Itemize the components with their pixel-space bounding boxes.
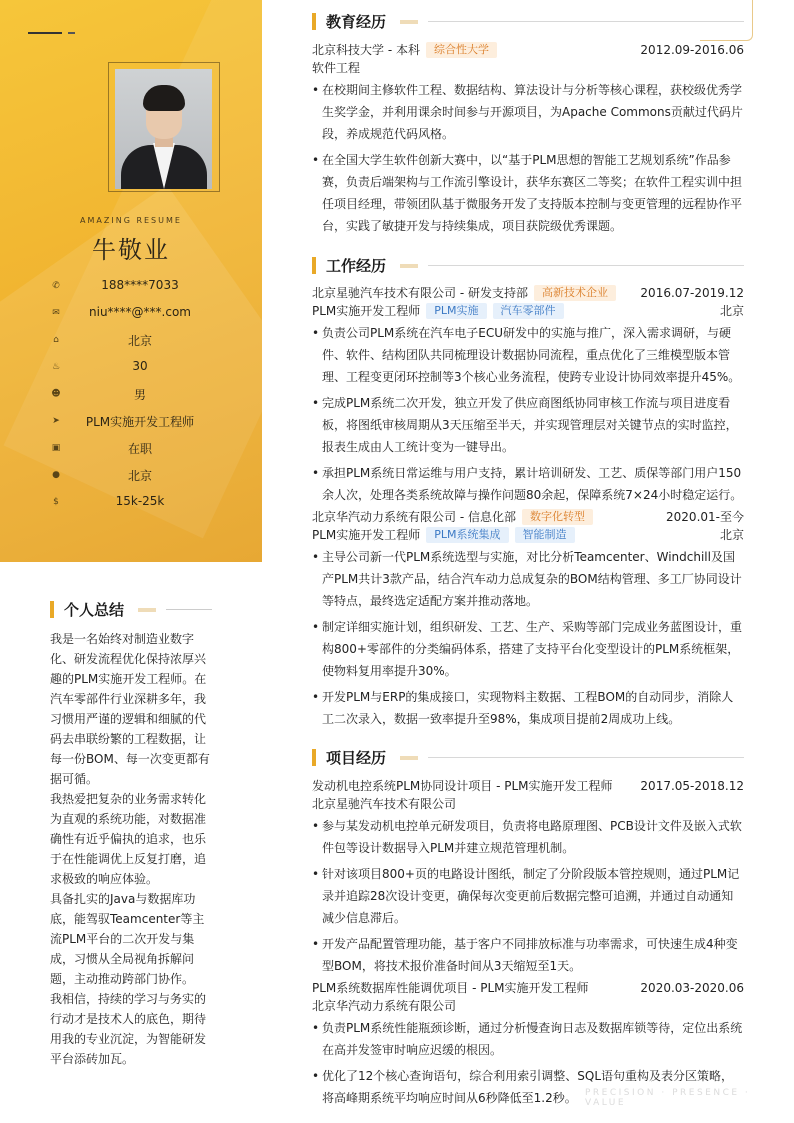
contact-row (0, 278, 262, 305)
skill-tag: PLM实施 (426, 303, 486, 319)
projects-heading (312, 748, 744, 768)
bullet-item: • 开发PLM与ERP的集成接口，实现物料主数据、工程BOM的自动同步，消除人工二次录入，数据一致率提升至98%，集成项目提前2周成功上线。 (312, 686, 744, 730)
bullet-item: • 针对该项目800+页的电路设计图纸，制定了分阶段版本管控规则，通过PLM记录并追踪28次设计变更，确保每次变更前后数据完整可追溯，并通过自动通知减少信息滞后。 (312, 863, 744, 929)
education-entry (312, 41, 744, 241)
job-entry (312, 508, 744, 734)
company-tag: 高新技术企业 (534, 285, 616, 301)
project-company-row (312, 997, 744, 1015)
job-city: 北京 (719, 304, 744, 318)
work-heading (312, 256, 744, 276)
project-header-row (312, 979, 744, 997)
contact-value: 15k-25k (115, 494, 165, 508)
summary-title: 个人总结 (64, 601, 125, 619)
job-position-row (312, 302, 744, 320)
bullet-item: • 优化了12个核心查询语句，综合利用索引调整、SQL语句重构及表分区策略，将高峰期系统平均响应时间从6秒降低至1.2秒。 (312, 1065, 744, 1109)
contact-row (0, 305, 262, 332)
bullet-item: • 在校期间主修软件工程、数据结构、算法设计与分析等核心课程，获校级优秀学生奖学金，并利用课余时间参与开源项目，为Apache Commons贡献过代码片段，养成规范代码风格。 (312, 79, 744, 145)
summary-text (50, 629, 210, 1069)
send-icon: ➤ (52, 416, 60, 426)
skill-tag: 汽车零部件 (493, 303, 564, 319)
summary-heading (50, 600, 220, 618)
job-bullets (312, 546, 744, 730)
heading-dash (400, 264, 418, 268)
heading-line (428, 21, 744, 22)
project-header-row (312, 777, 744, 795)
contact-value: niu****@***.com (89, 305, 191, 319)
candidate-name: 牛敬业 (92, 236, 170, 264)
contact-value: 北京 (127, 334, 152, 348)
heading-accent-bar (312, 13, 316, 30)
heading-accent-bar (50, 601, 54, 618)
heading-line (428, 265, 744, 266)
project-bullets (312, 815, 744, 977)
job-position-row (312, 526, 744, 544)
summary-paragraph: 我是一名始终对制造业数字化、研发流程优化保持浓厚兴趣的PLM实施开发工程师。在汽车零部件行业深耕多年，我习惯用严谨的逻辑和细腻的代码去串联纷繁的工程数据，让每一份BOM、每一次变更都有据可循。 (50, 632, 210, 786)
education-heading (312, 12, 744, 32)
job-date: 2020.01-至今 (666, 510, 744, 524)
heading-line (428, 757, 744, 758)
summary-paragraph: 具备扎实的Java与数据库功底，能驾驭Teamcenter等主流PLM平台的二次开发与集成，习惯从全局视角拆解问题，主动推动跨部门协作。 (50, 892, 205, 986)
decor-line (28, 32, 62, 34)
contact-row (0, 413, 262, 440)
heading-accent-bar (312, 749, 316, 766)
decor-line (68, 32, 75, 34)
contact-value: 男 (133, 388, 146, 402)
mail-icon: ✉ (52, 308, 60, 318)
projects-title: 项目经历 (326, 749, 387, 767)
skill-tag: 智能制造 (515, 527, 575, 543)
job-position: PLM实施开发工程师 (312, 304, 421, 318)
bullet-item: • 开发产品配置管理功能，基于客户不同排放标准与功率需求，可快速生成4种变型BOM，将技术报价准备时间从3天缩短至1天。 (312, 933, 744, 977)
job-city: 北京 (719, 528, 744, 542)
heading-dash (400, 756, 418, 760)
project-company: 北京星驰汽车技术有限公司 (312, 797, 457, 811)
job-entry (312, 284, 744, 510)
work-title: 工作经历 (326, 257, 387, 275)
contact-row (0, 440, 262, 467)
cake-icon: ♨ (51, 362, 61, 372)
project-company: 北京华汽动力系统有限公司 (312, 999, 457, 1013)
bullet-item: • 制定详细实施计划，组织研发、工艺、生产、采购等部门完成业务蓝图设计，重构800+零部件的分类编码体系，搭建了支持平台化变型设计的PLM系统框架，使物料复用率提升30%。 (312, 616, 744, 682)
project-entry (312, 777, 744, 981)
heading-accent-bar (312, 257, 316, 274)
contact-value: PLM实施开发工程师 (85, 415, 195, 429)
contact-value: 在职 (127, 442, 152, 456)
heading-dash (400, 20, 418, 24)
company-name: 北京星驰汽车技术有限公司 - 研发支持部 (312, 286, 528, 300)
school-name: 北京科技大学 - 本科 (312, 43, 420, 57)
summary-paragraph: 我相信，持续的学习与务实的行动才是技术人的底色，期待用我的专业沉淀，为智能研发平台添砖加瓦。 (50, 992, 207, 1066)
phone-icon: ✆ (52, 281, 60, 291)
major: 软件工程 (312, 61, 361, 75)
contact-row (0, 332, 262, 359)
education-date: 2012.09-2016.06 (640, 43, 744, 57)
contact-row (0, 386, 262, 413)
job-bullets (312, 322, 744, 506)
education-bullets (312, 79, 744, 237)
job-header-row (312, 284, 744, 302)
bullet-item: • 在全国大学生软件创新大赛中，以“基于PLM思想的智能工艺规划系统”作品参赛，负责后端架构与工作流引擎设计，获华东赛区二等奖；在软件工程实训中担任项目经理，带领团队基于微服务开发了支持版本控制与变更管理的远程协作平台，实践了敏捷开发与持续集成，项目获院级优秀课题。 (312, 149, 744, 237)
bullet-item: • 负责PLM系统性能瓶颈诊断，通过分析慢查询日志及数据库锁等待，定位出系统在高并发签审时响应迟缓的根因。 (312, 1017, 744, 1061)
heading-dash (138, 608, 156, 612)
heading-line (166, 609, 212, 610)
project-name: 发动机电控系统PLM协同设计项目 - PLM实施开发工程师 (312, 779, 613, 793)
project-name: PLM系统数据库性能调优项目 - PLM实施开发工程师 (312, 981, 589, 995)
company-name: 北京华汽动力系统有限公司 - 信息化部 (312, 510, 516, 524)
footer-watermark: PRECISION · PRESENCE · VALUE (585, 1088, 751, 1108)
job-date: 2016.07-2019.12 (640, 286, 744, 300)
job-position: PLM实施开发工程师 (312, 528, 421, 542)
project-date: 2017.05-2018.12 (640, 779, 744, 793)
salary-icon: $ (53, 497, 59, 507)
bullet-item: • 完成PLM系统二次开发，独立开发了供应商图纸协同审核工作流与项目进度看板，将图纸审核周期从3天压缩至半天，并实现管理层对关键节点的实时监控，报表生成由人工统计变为一键导出。 (312, 392, 744, 458)
gender-icon: ☻ (51, 389, 61, 399)
contact-row (0, 494, 262, 521)
bullet-item: • 负责公司PLM系统在汽车电子ECU研发中的实施与推广，深入需求调研，与硬件、软件、结构团队共同梳理设计数据协同流程，重点优化了三维模型版本管理、工程变更闭环控制等3个核心业务流程，使跨专业设计协同效率提升45%。 (312, 322, 744, 388)
bullet-item: • 承担PLM系统日常运维与用户支持，累计培训研发、工艺、质保等部门用户150余人次，处理各类系统故障与操作问题80余起，保障系统7×24小时稳定运行。 (312, 462, 744, 506)
company-tag: 数字化转型 (522, 509, 593, 525)
resume-tagline: AMAZING RESUME (80, 216, 182, 225)
location-icon: ● (52, 470, 60, 480)
contact-value: 30 (132, 359, 148, 373)
contact-value: 188****7033 (101, 278, 179, 292)
home-icon: ⌂ (53, 335, 59, 345)
avatar (115, 69, 212, 189)
education-title: 教育经历 (326, 13, 387, 31)
contact-row (0, 467, 262, 494)
briefcase-icon: ▣ (51, 443, 61, 453)
skill-tag: PLM系统集成 (426, 527, 508, 543)
contact-info-list (0, 278, 262, 521)
bullet-item: • 参与某发动机电控单元研发项目，负责将电路原理图、PCB设计文件及嵌入式软件包等设计数据导入PLM并建立规范管理机制。 (312, 815, 744, 859)
project-date: 2020.03-2020.06 (640, 981, 744, 995)
summary-paragraph: 我热爱把复杂的业务需求转化为直观的系统功能，对数据准确性有近乎偏执的追求，也乐于在性能调优上反复打磨，追求极致的响应体验。 (50, 792, 207, 886)
bullet-item: • 主导公司新一代PLM系统选型与实施，对比分析Teamcenter、Windchill及国产PLM共计3款产品，结合汽车动力总成复杂的BOM结构管理、多工厂协同设计等特点，最终选定适配方案并推动落地。 (312, 546, 744, 612)
contact-value: 北京 (127, 469, 152, 483)
project-company-row (312, 795, 744, 813)
contact-row (0, 359, 262, 386)
school-tag: 综合性大学 (426, 42, 497, 58)
profile-panel (0, 0, 262, 562)
job-header-row (312, 508, 744, 526)
